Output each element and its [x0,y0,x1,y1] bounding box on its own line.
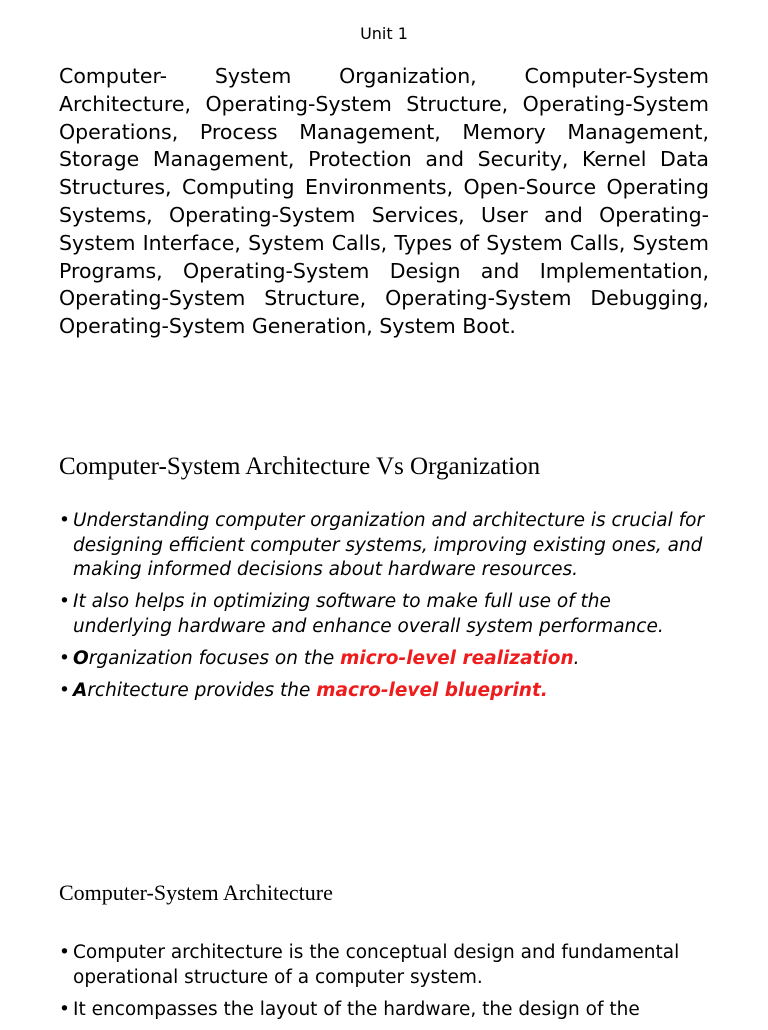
list-item [59,679,709,704]
bullet-text: It also helps in optimizing software to make full use of the underlying hardware and enhance overall system performance. [73,591,664,637]
list-item [59,998,709,1023]
bullet-text: rganization focuses on the [88,647,341,669]
bullet-initial: O [73,647,89,669]
bullet-icon: • [59,647,70,669]
unit-label: Unit 1 [360,24,408,43]
list-item [59,509,709,583]
highlight-text: micro-level realization [340,647,574,669]
bullet-text: It encompasses the layout of the hardware, the design of the [73,998,640,1020]
bullet-icon: • [59,679,70,701]
section2-bullet-list [59,941,709,1030]
section-heading-architecture: Computer-System Architecture [59,880,333,905]
list-item [59,647,709,672]
bullet-icon: • [59,942,70,963]
section-heading-architecture-vs-organization: Computer-System Architecture Vs Organization [59,453,541,480]
bullet-initial: A [73,679,88,701]
bullet-text: Computer architecture is the conceptual design and fundamental operational structure of a computer system. [73,942,680,988]
bullet-icon: • [59,998,70,1020]
topics-paragraph: Computer- System Organization, Computer-System Architecture, Operating-System Structure, Operating-System Operations, Process Management, Memory Management, Storage Management, Protection and Security, Kernel Data Structures, Computing Environments, Open-Source Operating Systems, Operating-System Services, User and Operating-System Interface, System Calls, Types of System Calls, System Programs, Operating-System Design and Implementation, Operating-System Structure, Operating-System Debugging, Operating-System Generation, System Boot. [59,64,709,339]
bullet-text: Understanding computer organization and architecture is crucial for designing efficient computer systems, improving existing ones, and making informed decisions about hardware resources. [73,510,705,580]
bullet-end: . [573,647,580,669]
bullet-icon: • [59,591,70,612]
highlight-text: macro-level blueprint. [316,679,548,701]
bullet-icon: • [59,510,70,531]
list-item [59,941,709,990]
section1-bullet-list [59,509,709,711]
bullet-text: rchitecture provides the [87,679,317,701]
list-item [59,590,709,639]
